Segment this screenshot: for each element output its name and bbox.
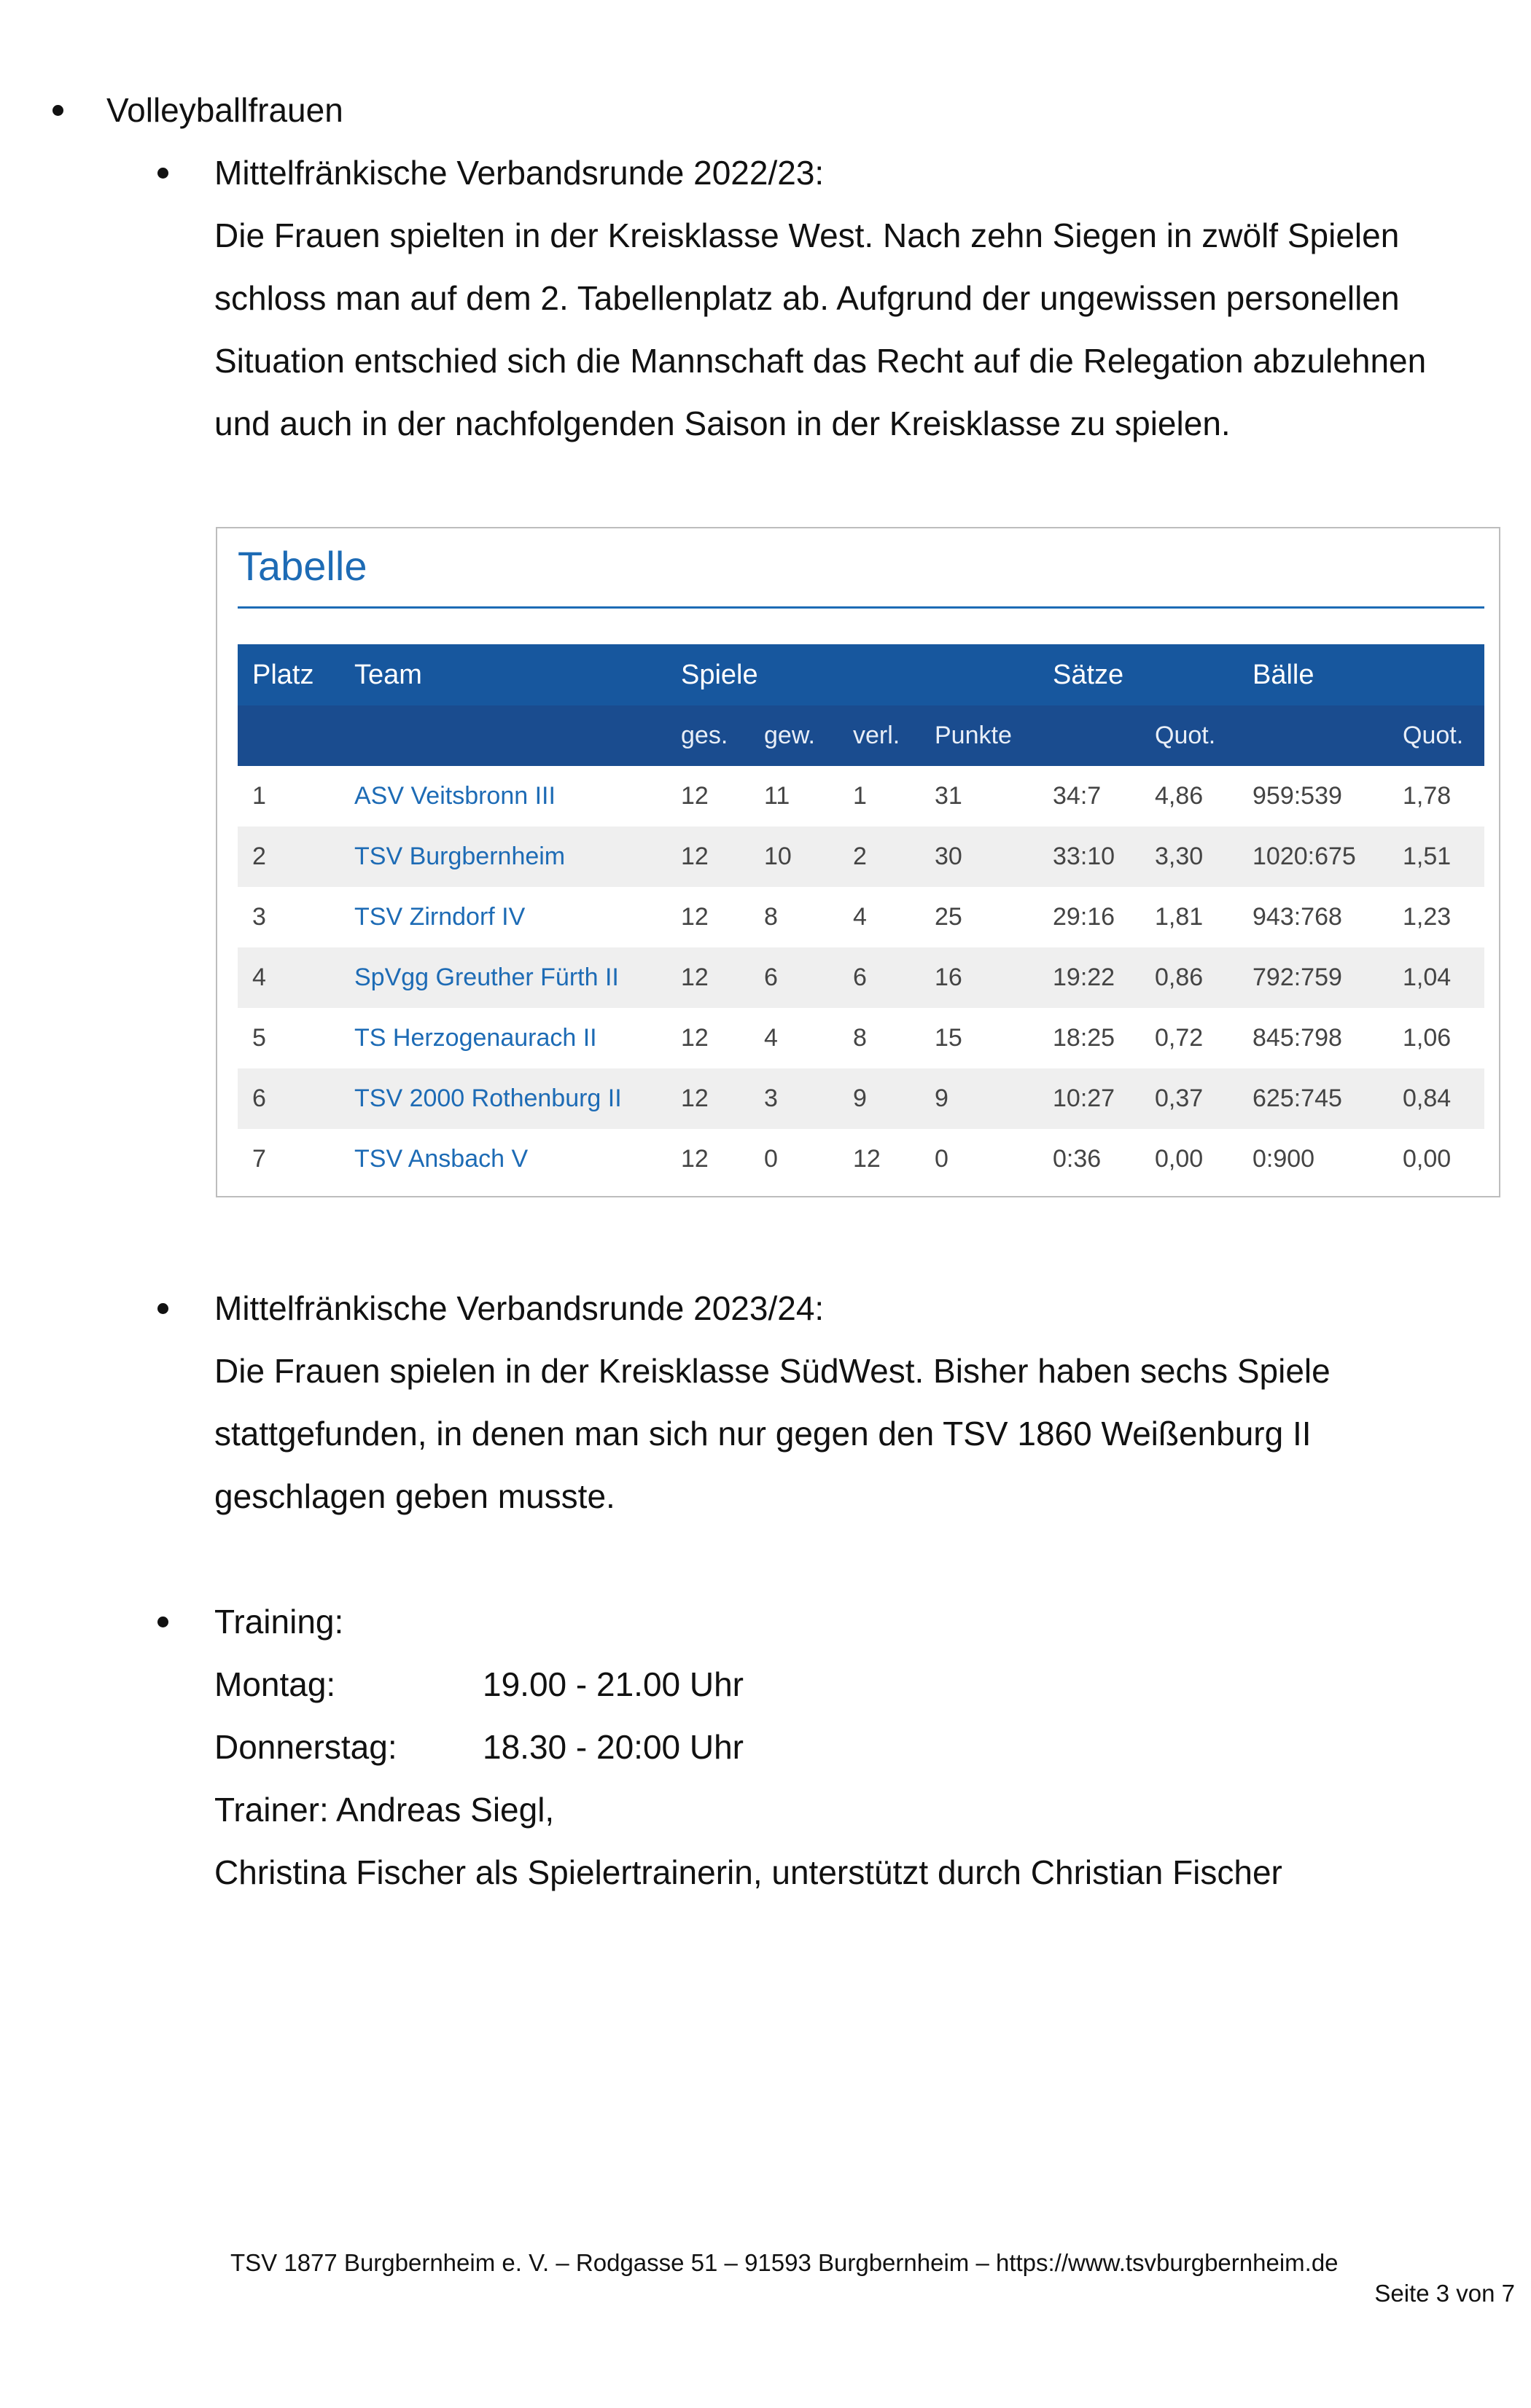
col-team: Team: [354, 660, 422, 690]
bullet-icon: [157, 1303, 168, 1314]
cell-baelle: 0:900: [1253, 1145, 1315, 1173]
cell-saetze: 29:16: [1053, 903, 1115, 931]
table-row: [238, 1068, 1484, 1129]
cell-quot-saetze: 0,00: [1155, 1145, 1204, 1173]
cell-team[interactable]: TSV Burgbernheim: [354, 843, 566, 870]
cell-ges: 12: [681, 843, 709, 870]
cell-platz: 6: [252, 1084, 266, 1112]
col-ges: ges.: [681, 722, 728, 749]
table-row: [238, 887, 1484, 947]
cell-quot-baelle: 1,04: [1403, 963, 1452, 991]
cell-verl: 2: [853, 843, 867, 870]
col-spiele: Spiele: [681, 660, 758, 690]
cell-platz: 1: [252, 782, 266, 810]
col-punkte: Punkte: [935, 722, 1012, 749]
cell-platz: 4: [252, 963, 266, 991]
bullet-icon: [52, 105, 63, 116]
cell-gew: 0: [764, 1145, 778, 1173]
cell-verl: 12: [853, 1145, 881, 1173]
cell-saetze: 33:10: [1053, 843, 1115, 870]
cell-baelle: 625:745: [1253, 1084, 1342, 1112]
cell-gew: 3: [764, 1084, 778, 1112]
cell-verl: 6: [853, 963, 867, 991]
table-row: [238, 947, 1484, 1008]
cell-team[interactable]: TSV 2000 Rothenburg II: [354, 1084, 622, 1112]
cell-quot-baelle: 0,84: [1403, 1084, 1452, 1112]
paragraph-line: Situation entschied sich die Mannschaft das Recht auf die Relegation abzulehnen: [214, 342, 1427, 380]
table-row: [238, 1008, 1484, 1068]
col-quot-baelle: Quot.: [1403, 722, 1464, 749]
cell-ges: 12: [681, 903, 709, 931]
cell-punkte: 31: [935, 782, 962, 810]
cell-saetze: 34:7: [1053, 782, 1102, 810]
cell-punkte: 9: [935, 1084, 948, 1112]
cell-quot-baelle: 0,00: [1403, 1145, 1452, 1173]
cell-baelle: 1020:675: [1253, 843, 1356, 870]
table-row: [238, 826, 1484, 887]
cell-verl: 1: [853, 782, 867, 810]
cell-baelle: 959:539: [1253, 782, 1342, 810]
col-baelle: Bälle: [1253, 660, 1314, 690]
page-number: Seite 3 von 7: [1374, 2280, 1515, 2307]
cell-verl: 8: [853, 1024, 867, 1052]
table-header: [238, 644, 1484, 766]
cell-punkte: 15: [935, 1024, 962, 1052]
cell-team[interactable]: TSV Ansbach V: [354, 1145, 529, 1173]
cell-ges: 12: [681, 1145, 709, 1173]
col-quot-saetze: Quot.: [1155, 722, 1216, 749]
trainer-line: Trainer: Andreas Siegl,: [214, 1791, 555, 1829]
table-row: [238, 766, 1484, 826]
paragraph-line: stattgefunden, in denen man sich nur gegen den TSV 1860 Weißenburg II: [214, 1415, 1312, 1453]
table-title: Tabelle: [238, 543, 367, 589]
bullet-icon: [157, 168, 168, 179]
trainer-note: Christina Fischer als Spielertrainerin, unterstützt durch Christian Fischer: [214, 1853, 1282, 1891]
item-heading: Mittelfränkische Verbandsrunde 2023/24:: [214, 1289, 825, 1327]
training-day: Donnerstag:: [214, 1728, 397, 1766]
cell-platz: 2: [252, 843, 266, 870]
col-saetze: Sätze: [1053, 660, 1124, 690]
cell-team[interactable]: ASV Veitsbronn III: [354, 782, 556, 810]
cell-quot-saetze: 0,86: [1155, 963, 1204, 991]
cell-punkte: 25: [935, 903, 962, 931]
cell-quot-saetze: 0,37: [1155, 1084, 1204, 1112]
paragraph-line: Die Frauen spielen in der Kreisklasse SüdWest. Bisher haben sechs Spiele: [214, 1352, 1331, 1390]
paragraph-line: und auch in der nachfolgenden Saison in der Kreisklasse zu spielen.: [214, 404, 1231, 442]
item-heading: Mittelfränkische Verbandsrunde 2022/23:: [214, 154, 825, 192]
cell-baelle: 845:798: [1253, 1024, 1342, 1052]
cell-gew: 10: [764, 843, 792, 870]
cell-gew: 8: [764, 903, 778, 931]
paragraph-line: Die Frauen spielten in der Kreisklasse West. Nach zehn Siegen in zwölf Spielen: [214, 216, 1400, 254]
training-day: Montag:: [214, 1665, 336, 1703]
col-platz: Platz: [252, 660, 314, 690]
standings-table: [216, 527, 1500, 1197]
cell-ges: 12: [681, 963, 709, 991]
cell-quot-saetze: 0,72: [1155, 1024, 1204, 1052]
cell-saetze: 10:27: [1053, 1084, 1115, 1112]
cell-team[interactable]: TSV Zirndorf IV: [354, 903, 526, 931]
cell-baelle: 943:768: [1253, 903, 1342, 931]
training-time: 19.00 - 21.00 Uhr: [483, 1665, 744, 1703]
cell-quot-baelle: 1,51: [1403, 843, 1452, 870]
bullet-icon: [157, 1617, 168, 1627]
training-time: 18.30 - 20:00 Uhr: [483, 1728, 744, 1766]
title-divider: [238, 606, 1484, 609]
cell-quot-baelle: 1,23: [1403, 903, 1452, 931]
col-verl: verl.: [853, 722, 900, 749]
cell-punkte: 0: [935, 1145, 948, 1173]
cell-ges: 12: [681, 1024, 709, 1052]
cell-verl: 4: [853, 903, 867, 931]
cell-platz: 3: [252, 903, 266, 931]
cell-platz: 5: [252, 1024, 266, 1052]
footer-address: TSV 1877 Burgbernheim e. V. – Rodgasse 51 – 91593 Burgbernheim – https://www.tsvburgbernheim.de: [230, 2249, 1339, 2276]
training-heading: Training:: [214, 1603, 344, 1641]
cell-saetze: 19:22: [1053, 963, 1115, 991]
cell-ges: 12: [681, 782, 709, 810]
cell-verl: 9: [853, 1084, 867, 1112]
cell-quot-saetze: 1,81: [1155, 903, 1204, 931]
table-row: [238, 1129, 1484, 1189]
cell-platz: 7: [252, 1145, 266, 1173]
col-gew: gew.: [764, 722, 815, 749]
cell-quot-baelle: 1,06: [1403, 1024, 1452, 1052]
cell-quot-baelle: 1,78: [1403, 782, 1452, 810]
cell-quot-saetze: 4,86: [1155, 782, 1204, 810]
cell-punkte: 30: [935, 843, 962, 870]
cell-team[interactable]: TS Herzogenaurach II: [354, 1024, 597, 1052]
paragraph-line: geschlagen geben musste.: [214, 1477, 615, 1515]
cell-saetze: 0:36: [1053, 1145, 1102, 1173]
cell-quot-saetze: 3,30: [1155, 843, 1204, 870]
cell-gew: 11: [764, 782, 790, 810]
cell-baelle: 792:759: [1253, 963, 1342, 991]
cell-gew: 4: [764, 1024, 778, 1052]
cell-saetze: 18:25: [1053, 1024, 1115, 1052]
cell-gew: 6: [764, 963, 778, 991]
cell-punkte: 16: [935, 963, 962, 991]
paragraph-line: schloss man auf dem 2. Tabellenplatz ab. Aufgrund der ungewissen personellen: [214, 279, 1400, 317]
cell-team[interactable]: SpVgg Greuther Fürth II: [354, 963, 619, 991]
section-title: Volleyballfrauen: [106, 91, 343, 129]
cell-ges: 12: [681, 1084, 709, 1112]
